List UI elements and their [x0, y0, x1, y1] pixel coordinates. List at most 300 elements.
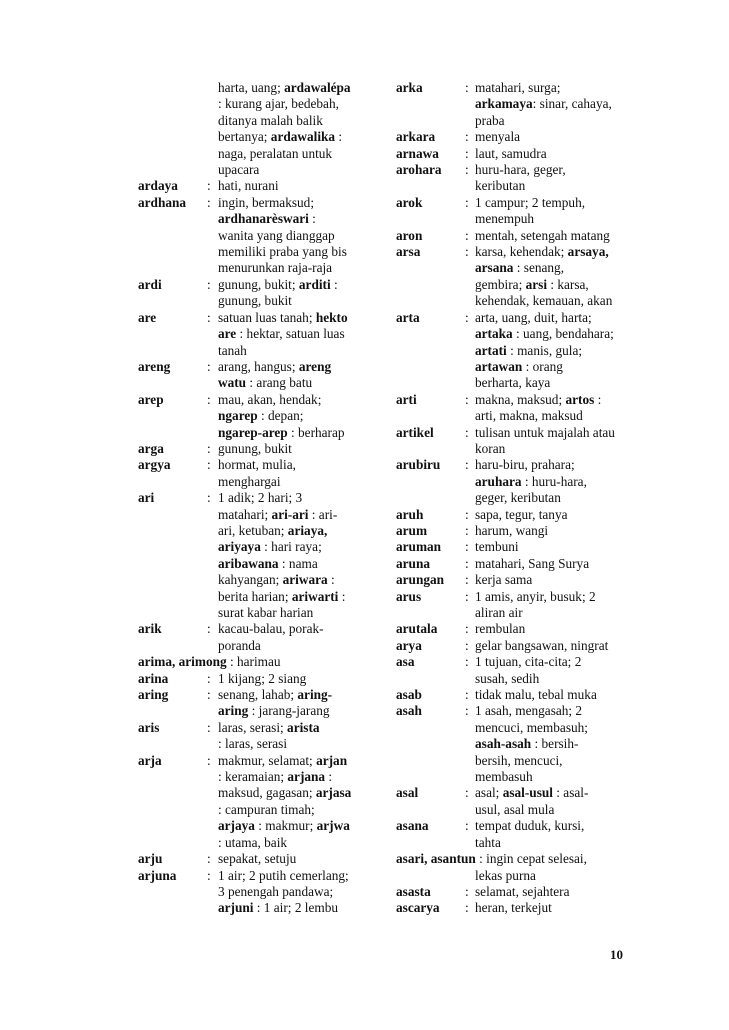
subentry-headword: arjasa [315, 785, 352, 801]
entry-line: 1 amis, anyir, busuk; 2 [475, 588, 596, 604]
entry-colon: : [465, 572, 469, 588]
entry-definition [218, 720, 370, 753]
subentry-headword: asah-asah [475, 736, 532, 752]
subentry-headword: artos [565, 391, 595, 407]
entry-definition [218, 359, 370, 392]
entry-line: praba [475, 112, 505, 128]
entry-line: artaka : uang, bendahara; [475, 326, 614, 342]
entry-line: poranda [218, 637, 261, 653]
entry-line: matahari, surga; [475, 80, 561, 95]
entry-line: senang, lahab; aring- [218, 687, 333, 703]
entry-definition [218, 671, 370, 687]
entry-line: are : hektar, satuan luas [218, 326, 345, 342]
dictionary-entry [396, 146, 636, 162]
entry-headword: ascarya [396, 900, 440, 916]
entry-definition [475, 884, 636, 900]
entry-line: selamat, sejahtera [475, 883, 570, 899]
subentry-headword: arjan [316, 752, 348, 768]
entry-headword: artikel [396, 424, 434, 440]
entry-line: 1 adik; 2 hari; 3 [218, 490, 303, 506]
entry-definition [475, 392, 636, 425]
subentry-headword: ngarep-arep [218, 424, 288, 440]
entry-line: surat kabar harian [218, 605, 314, 620]
entry-headword: are [138, 309, 157, 325]
page-number: 10 [610, 947, 623, 962]
entry-line: upacara [218, 162, 260, 178]
subentry-headword: aruhara [475, 473, 522, 489]
left-column [138, 80, 370, 917]
dictionary-entry [138, 671, 370, 687]
entry-headword: ari [138, 490, 155, 506]
dictionary-entry [396, 392, 636, 425]
entry-line: tanah [218, 342, 247, 358]
entry-line: makna, maksud; artos : [475, 391, 602, 407]
dictionary-entry [138, 359, 370, 392]
entry-headword: arungan [396, 572, 445, 588]
entry-colon: : [465, 391, 469, 407]
subentry-headword: ngarep [218, 408, 258, 424]
entry-line: matahari, Sang Surya [475, 555, 590, 571]
entry-headword: aron [396, 227, 423, 243]
entry-line: laut, samudra [475, 145, 547, 161]
subentry-headword: aribawana [218, 555, 279, 571]
subentry-headword: ariwarti [291, 588, 339, 604]
entry-line: karsa, kehendak; arsaya, [475, 244, 609, 260]
entry-colon: : [465, 883, 469, 899]
subentry-headword: arjana [287, 769, 326, 785]
entry-definition [475, 785, 636, 818]
entry-headword: aruman [396, 539, 442, 555]
subentry-headword: artati [475, 342, 507, 358]
entry-definition [475, 310, 636, 392]
dictionary-entry [138, 178, 370, 194]
right-column [396, 80, 636, 917]
entry-headword: arum [396, 522, 428, 538]
dictionary-entry [138, 392, 370, 441]
entry-headword: asana [396, 818, 429, 834]
entry-definition [218, 868, 370, 917]
entry-colon: : [207, 358, 211, 374]
entry-definition [475, 556, 636, 572]
entry-definition [218, 621, 370, 654]
dictionary-entry [396, 654, 636, 687]
entry-colon: : [207, 457, 211, 473]
entry-line: arang, hangus; areng [218, 358, 332, 374]
entry-headword: arok [396, 194, 423, 210]
dictionary-entry [396, 851, 636, 884]
entry-line: usul, asal mula [475, 801, 555, 817]
dictionary-entry [396, 818, 636, 851]
entry-definition-start: ingin cepat selesai, [486, 851, 587, 867]
entry-line: rembulan [475, 621, 526, 637]
subentry-headword: arkamaya [475, 96, 533, 112]
entry-line: watu : arang batu [218, 375, 313, 391]
entry-colon: : [207, 851, 211, 867]
entry-definition [475, 638, 636, 654]
entry-line: gunung, bukit; arditi : [218, 276, 338, 292]
entry-definition [475, 425, 636, 458]
dictionary-entry [138, 654, 370, 670]
subentry-headword: asal-usul [502, 785, 553, 801]
entry-colon: : [207, 670, 211, 686]
entry-line: aribawana : nama [218, 555, 318, 571]
entry-colon: : [207, 440, 211, 456]
entry-definition [475, 539, 636, 555]
entry-definition [475, 654, 636, 687]
entry-colon: : [207, 621, 211, 637]
entry-line: : utama, baik [218, 834, 288, 850]
entry-headword: arkara [396, 129, 436, 145]
subentry-headword: ardhanarèswari [218, 211, 309, 227]
subentry-headword: arsaya, [567, 244, 609, 260]
entry-line: harta, uang; ardawalépa [218, 80, 351, 95]
entry-line: 1 asah, mengasah; 2 [475, 703, 583, 719]
dictionary-entry [396, 539, 636, 555]
dictionary-entry [138, 195, 370, 277]
dictionary-entry [396, 589, 636, 622]
subentry-headword: are [218, 326, 237, 342]
subentry-headword: arjaya [218, 818, 255, 834]
entry-definition-start: harimau [236, 654, 281, 670]
entry-colon: : [465, 703, 469, 719]
entry-definition [475, 703, 636, 785]
entry-line: matahari; ari-ari : ari- [218, 506, 338, 522]
entry-definition [218, 687, 370, 720]
dictionary-entry [396, 572, 636, 588]
entry-definition [218, 310, 370, 359]
entry-line: artawan : orang [475, 358, 563, 374]
entry-line: wanita yang dianggap [218, 227, 335, 243]
entry-colon: : [207, 752, 211, 768]
dictionary-entry [396, 507, 636, 523]
entry-line: ingin, bermaksud; [218, 194, 315, 210]
entry-colon: : [465, 129, 469, 145]
entry-headword: arsa [396, 244, 421, 260]
entry-line: ardhanarèswari : [218, 211, 316, 227]
entry-line: : laras, serasi [218, 736, 288, 752]
entry-line: bertanya; ardawalika : [218, 129, 343, 145]
subentry-headword: areng [298, 358, 332, 374]
subentry-headword: ardawalépa [284, 80, 351, 95]
entry-line: arjuni : 1 air; 2 lembu [218, 900, 339, 916]
entry-line: 1 air; 2 putih cemerlang; [218, 867, 349, 883]
dictionary-entry [396, 556, 636, 572]
entry-line: laras, serasi; arista [218, 719, 320, 735]
entry-colon: : [465, 457, 469, 473]
entry-definition [218, 441, 370, 457]
entry-headword: arka [396, 80, 423, 95]
entry-line: harum, wangi [475, 522, 549, 538]
subentry-headword: aring [218, 703, 249, 719]
entry-definition [475, 507, 636, 523]
dictionary-entry [396, 195, 636, 228]
entry-line: naga, peralatan untuk [218, 145, 333, 161]
entry-line: gunung, bukit [218, 293, 292, 309]
entry-definition [218, 490, 370, 621]
dictionary-entry [138, 490, 370, 621]
entry-line: sepakat, setuju [218, 851, 297, 867]
subentry-headword: ariaya, [287, 522, 328, 538]
entry-headword: arep [138, 391, 164, 407]
dictionary-entry [396, 703, 636, 785]
entry-headword: ardhana [138, 194, 187, 210]
entry-definition [475, 129, 636, 145]
entry-colon: : [207, 276, 211, 292]
entry-line: menurunkan raja-raja [218, 260, 333, 276]
dictionary-entry [396, 884, 636, 900]
entry-line: tidak malu, tebal muka [475, 687, 597, 703]
entry-line: tempat duduk, kursi, [475, 818, 585, 834]
entry-line: memiliki praba yang bis [218, 244, 347, 260]
entry-line: membasuh [475, 769, 533, 785]
entry-line: hormat, mulia, [218, 457, 296, 473]
entry-headword: asasta [396, 883, 431, 899]
subentry-headword: artawan [475, 358, 523, 374]
entry-definition [218, 80, 370, 178]
subentry-headword: arista [287, 719, 320, 735]
entry-line: gembira; arsi : karsa, [475, 276, 589, 292]
subentry-headword: hekto [315, 309, 348, 325]
entry-definition [218, 753, 370, 851]
dictionary-entry [138, 720, 370, 753]
entry-line: makmur, selamat; arjan [218, 752, 348, 768]
entry-line: berharta, kaya [475, 375, 551, 391]
entry-line: aruhara : huru-hara, [475, 473, 587, 489]
entry-definition [475, 162, 636, 195]
entry-line: ngarep : depan; [218, 408, 304, 424]
subentry-headword: arditi [298, 276, 331, 292]
entry-line: : campuran timah; [218, 801, 315, 817]
dictionary-entry [396, 638, 636, 654]
entry-line: ariyaya : hari raya; [218, 539, 322, 555]
entry-headword: arta [396, 309, 420, 325]
entry-definition [475, 146, 636, 162]
entry-headword: arina [138, 670, 169, 686]
entry-headword: arya [396, 637, 422, 653]
entry-line: mentah, setengah matang [475, 227, 610, 243]
entry-headword: arutala [396, 621, 438, 637]
entry-colon: : [465, 309, 469, 325]
entry-line: bersih, mencuci, [475, 752, 563, 768]
entry-line: berita harian; ariwarti : [218, 588, 346, 604]
entry-definition [475, 457, 636, 506]
entry-headword: asari, asantun [396, 851, 476, 867]
subentry-headword: arsana [475, 260, 514, 276]
entry-line: gelar bangsawan, ningrat [475, 637, 609, 653]
entry-headword: asah [396, 703, 422, 719]
dictionary-entry [396, 900, 636, 916]
entry-colon: : [465, 621, 469, 637]
entry-definition [475, 589, 636, 622]
entry-colon: : [465, 588, 469, 604]
entry-definition [475, 687, 636, 703]
entry-headword: arju [138, 851, 163, 867]
entry-line: tahta [475, 834, 501, 850]
entry-line: ngarep-arep : berharap [218, 424, 345, 440]
dictionary-entry [396, 785, 636, 818]
dictionary-entry [138, 851, 370, 867]
entry-headword: arik [138, 621, 162, 637]
entry-colon: : [465, 900, 469, 916]
entry-line: arima, arimong : harimau [138, 654, 281, 670]
entry-colon: : [207, 391, 211, 407]
entry-headword: aruh [396, 506, 424, 522]
entry-headword: asa [396, 654, 415, 670]
dictionary-entry [396, 80, 636, 129]
dictionary-entry [396, 310, 636, 392]
entry-headword: arubiru [396, 457, 441, 473]
entry-line: 1 campur; 2 tempuh, [475, 194, 586, 210]
entry-line: koran [475, 440, 506, 456]
entry-line: menghargai [218, 473, 281, 489]
entry-line: asari, asantun : ingin cepat selesai, [396, 851, 587, 867]
entry-line: : kurang ajar, bedebah, [218, 96, 339, 112]
entry-definition [475, 244, 636, 310]
entry-line: ari, ketuban; ariaya, [218, 522, 328, 538]
dictionary-entry [396, 162, 636, 195]
entry-line: susah, sedih [475, 670, 540, 686]
dictionary-entry [138, 277, 370, 310]
entry-line: asal; asal-usul : asal- [475, 785, 589, 801]
entry-colon: : [465, 687, 469, 703]
entry-colon: : [207, 867, 211, 883]
entry-colon: : [465, 145, 469, 161]
entry-headword: arohara [396, 162, 442, 178]
entry-colon: : [207, 194, 211, 210]
entry-line: kahyangan; ariwara : [218, 572, 335, 588]
entry-definition [475, 195, 636, 228]
entry-colon: : [465, 555, 469, 571]
entry-colon: : [207, 490, 211, 506]
entry-headword: arus [396, 588, 422, 604]
entry-definition [475, 621, 636, 637]
entry-colon: : [207, 178, 211, 194]
entry-headword: ardaya [138, 178, 178, 194]
entry-line: heran, terkejut [475, 900, 552, 916]
entry-line: arkamaya: sinar, cahaya, [475, 96, 612, 112]
entry-colon: : [207, 309, 211, 325]
entry-line: maksud, gagasan; arjasa [218, 785, 352, 801]
entry-colon: : [465, 506, 469, 522]
dictionary-entry [138, 753, 370, 851]
dictionary-entry [396, 457, 636, 506]
subentry-headword: ariyaya [218, 539, 261, 555]
entry-line: gunung, bukit [218, 440, 292, 456]
entry-colon: : [465, 227, 469, 243]
entry-line: tulisan untuk majalah atau [475, 424, 615, 440]
dictionary-entry [396, 621, 636, 637]
entry-definition [475, 80, 636, 129]
entry-colon: : [465, 522, 469, 538]
entry-headword: arnawa [396, 145, 439, 161]
entry-colon: : [465, 637, 469, 653]
subentry-headword: watu [218, 375, 247, 391]
subentry-headword: arjwa [316, 818, 350, 834]
entry-colon: : [465, 194, 469, 210]
entry-line: mau, akan, hendak; [218, 391, 322, 407]
entry-line: sapa, tegur, tanya [475, 506, 568, 522]
entry-line: 1 tujuan, cita-cita; 2 [475, 654, 582, 670]
entry-line: mencuci, membasuh; [475, 719, 588, 735]
entry-headword: aris [138, 719, 160, 735]
dictionary-entry [396, 425, 636, 458]
dictionary-entry [396, 228, 636, 244]
entry-headword: areng [138, 358, 171, 374]
entry-line: asah-asah : bersih- [475, 736, 579, 752]
entry-colon: : [465, 785, 469, 801]
entry-colon: : [465, 818, 469, 834]
entry-line: arta, uang, duit, harta; [475, 309, 592, 325]
entry-line: aring : jarang-jarang [218, 703, 330, 719]
entry-colon: : [207, 719, 211, 735]
subentry-headword: ariwara [282, 572, 328, 588]
entry-headword: arti [396, 391, 417, 407]
entry-headword: aring [138, 687, 169, 703]
subentry-headword: artaka [475, 326, 513, 342]
entry-line: ditanya malah balik [218, 112, 323, 128]
dictionary-entry [138, 457, 370, 490]
entry-line: tembuni [475, 539, 519, 555]
entry-line: huru-hara, geger, [475, 162, 566, 178]
entry-headword: asal [396, 785, 419, 801]
entry-line: kerja sama [475, 572, 533, 588]
dictionary-entry [138, 687, 370, 720]
dictionary-entry [138, 310, 370, 359]
entry-headword: arjuna [138, 867, 177, 883]
entry-definition [475, 572, 636, 588]
entry-line: aliran air [475, 605, 523, 620]
entry-line: 3 penengah pandawa; [218, 883, 334, 899]
entry-colon: : [207, 687, 211, 703]
entry-line: arti, makna, maksud [475, 408, 583, 424]
subentry-headword: arsi [525, 276, 548, 292]
entry-line: arsana : senang, [475, 260, 565, 276]
entry-definition [475, 523, 636, 539]
entry-line: menyala [475, 129, 521, 145]
subentry-headword: ardawalika [270, 129, 336, 145]
subentry-headword: arjuni [218, 900, 254, 916]
entry-headword: aruna [396, 555, 430, 571]
dictionary-entry [396, 129, 636, 145]
entry-colon: : [465, 654, 469, 670]
entry-headword: arja [138, 752, 162, 768]
entry-colon: : [465, 80, 469, 95]
dictionary-entry [396, 523, 636, 539]
dictionary-entry [396, 244, 636, 310]
subentry-headword: ari-ari [271, 506, 309, 522]
entry-line: haru-biru, prahara; [475, 457, 575, 473]
entry-definition [218, 277, 370, 310]
entry-headword: arima, arimong [138, 654, 227, 670]
entry-definition [475, 900, 636, 916]
entry-line: kehendak, kemauan, akan [475, 293, 613, 309]
entry-line: menempuh [475, 211, 535, 227]
entry-line: keributan [475, 178, 526, 194]
entry-line: hati, nurani [218, 178, 279, 194]
dictionary-entry [138, 868, 370, 917]
dictionary-entry [138, 441, 370, 457]
entry-definition [218, 195, 370, 277]
entry-definition [475, 228, 636, 244]
subentry-headword: aring- [297, 687, 333, 703]
entry-definition [218, 392, 370, 441]
entry-definition [218, 851, 370, 867]
entry-line: kacau-balau, porak- [218, 621, 324, 637]
entry-line: : keramaian; arjana : [218, 769, 333, 785]
entry-headword: arga [138, 440, 164, 456]
entry-headword: asab [396, 687, 422, 703]
dictionary-entry [138, 80, 370, 178]
